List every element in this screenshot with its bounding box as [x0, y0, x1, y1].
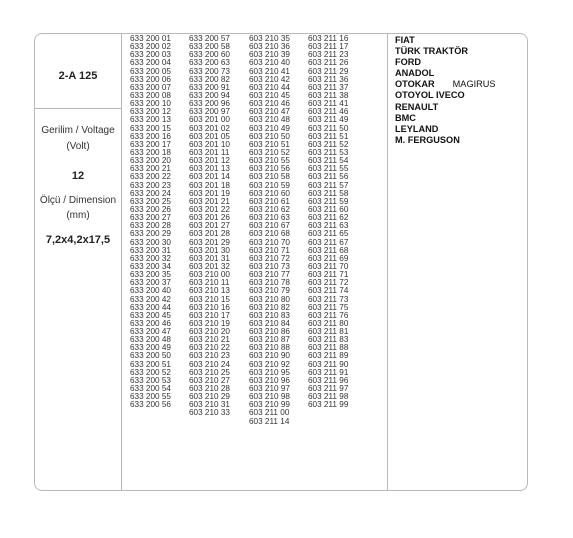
brand-name: OTOKAR [395, 79, 435, 90]
part-code: 603 211 46 [308, 107, 349, 117]
left-column-divider [121, 33, 122, 491]
part-code: 603 210 17 [189, 310, 230, 320]
part-code: 603 210 79 [249, 286, 290, 296]
part-code: 633 200 55 [130, 392, 171, 402]
part-code: 603 210 22 [189, 343, 230, 353]
part-code: 603 201 12 [189, 156, 230, 166]
part-code: 603 211 58 [308, 188, 349, 198]
part-code: 603 211 51 [308, 131, 349, 141]
part-code: 633 200 57 [189, 34, 230, 43]
part-code: 603 211 68 [308, 245, 349, 255]
part-code: 633 200 27 [130, 213, 171, 223]
part-code: 603 210 83 [249, 310, 290, 320]
part-code: 633 200 94 [189, 90, 230, 100]
part-code: 603 210 45 [249, 90, 290, 100]
part-code: 633 200 30 [130, 237, 171, 247]
part-code: 633 200 21 [130, 164, 171, 174]
part-code: 603 211 17 [308, 42, 349, 52]
voltage-value: 12 [71, 170, 85, 182]
brand-name: BMC [395, 112, 416, 123]
part-code: 633 200 97 [189, 107, 230, 117]
part-code: 603 211 69 [308, 253, 349, 263]
part-codes-column-1 [130, 35, 171, 409]
part-code: 603 210 42 [249, 74, 290, 84]
part-code: 603 211 53 [308, 147, 349, 157]
part-code: 603 201 14 [189, 172, 230, 182]
part-code: 633 200 17 [130, 139, 171, 149]
part-code: 603 211 89 [308, 351, 349, 361]
part-code: 603 201 13 [189, 164, 230, 174]
part-code: 603 210 56 [249, 164, 290, 174]
part-code: 603 210 40 [249, 58, 290, 68]
part-code: 603 211 14 [249, 416, 290, 426]
part-code: 603 211 88 [308, 343, 349, 353]
part-code: 603 211 90 [308, 359, 349, 369]
part-code: 603 211 60 [308, 204, 349, 214]
part-code: 633 200 51 [130, 359, 171, 369]
part-code: 633 200 03 [130, 50, 171, 60]
part-code: 633 200 82 [189, 74, 230, 84]
part-code: 603 201 00 [189, 115, 230, 125]
part-code: 603 210 62 [249, 204, 290, 214]
part-code: 603 210 35 [249, 34, 290, 43]
part-code: 603 211 52 [308, 139, 349, 149]
part-code: 633 200 07 [130, 82, 171, 92]
dimension-unit: (mm) [66, 210, 90, 221]
part-code: 603 201 11 [189, 147, 230, 157]
part-code: 633 200 24 [130, 188, 171, 198]
part-code: 603 210 63 [249, 213, 290, 223]
part-code: 603 210 31 [189, 400, 230, 410]
part-code: 603 211 16 [308, 34, 349, 43]
brand-name: OTOYOL IVECO [395, 90, 465, 101]
part-code: 603 201 32 [189, 261, 230, 271]
part-code: 603 210 44 [249, 82, 290, 92]
part-code: 603 210 50 [249, 131, 290, 141]
part-code: 603 211 56 [308, 172, 349, 182]
part-code: 633 200 44 [130, 302, 171, 312]
part-code: 603 210 86 [249, 327, 290, 337]
brand-name-secondary: MAGIRUS [452, 79, 496, 90]
brand-item [395, 68, 496, 79]
part-code: 603 210 23 [189, 351, 230, 361]
part-code: 603 210 49 [249, 123, 290, 133]
part-code: 633 200 96 [189, 99, 230, 109]
brand-item [395, 113, 496, 124]
part-code: 603 210 00 [189, 270, 230, 280]
part-code: 633 200 29 [130, 229, 171, 239]
brands-column-divider [387, 33, 388, 491]
part-codes-column-2 [189, 35, 230, 418]
part-code: 603 210 51 [249, 139, 290, 149]
part-code: 603 210 98 [249, 392, 290, 402]
part-code: 603 210 11 [189, 278, 230, 288]
part-code: 603 210 29 [189, 392, 230, 402]
part-code: 603 210 80 [249, 294, 290, 304]
part-code: 633 200 20 [130, 156, 171, 166]
part-code: 603 210 24 [189, 359, 230, 369]
part-code: 633 200 12 [130, 107, 171, 117]
part-code: 603 210 68 [249, 229, 290, 239]
brand-name: RENAULT [395, 101, 439, 112]
part-codes-column-3 [249, 35, 290, 426]
part-code: 603 211 76 [308, 310, 349, 320]
part-code: 603 210 67 [249, 221, 290, 231]
part-code: 603 210 55 [249, 156, 290, 166]
part-code: 633 200 10 [130, 99, 171, 109]
part-code: 603 211 26 [308, 58, 349, 68]
brand-name: ANADOL [395, 68, 435, 79]
part-code: 633 200 45 [130, 310, 171, 320]
part-code: 603 201 27 [189, 221, 230, 231]
part-code: 603 210 13 [189, 286, 230, 296]
part-code: 603 211 41 [308, 99, 349, 109]
part-code: 603 210 82 [249, 302, 290, 312]
part-code: 603 211 81 [308, 327, 349, 337]
part-code: 633 200 53 [130, 375, 171, 385]
part-code: 603 211 37 [308, 82, 349, 92]
brand-name: TÜRK TRAKTÖR [395, 46, 468, 57]
part-code: 603 210 96 [249, 375, 290, 385]
brand-item [395, 102, 496, 113]
part-code: 603 210 97 [249, 384, 290, 394]
part-code: 603 210 70 [249, 237, 290, 247]
voltage-unit: (Volt) [66, 141, 90, 152]
part-code: 603 210 78 [249, 278, 290, 288]
part-code: 603 211 54 [308, 156, 349, 166]
part-code: 603 211 57 [308, 180, 349, 190]
brand-item [395, 135, 496, 146]
part-code: 603 211 49 [308, 115, 349, 125]
part-code: 633 200 15 [130, 123, 171, 133]
brand-name: LEYLAND [395, 123, 439, 134]
part-number: 2-A 125 [58, 70, 98, 82]
part-code: 603 201 02 [189, 123, 230, 133]
brand-item [395, 79, 496, 90]
part-code: 633 200 05 [130, 66, 171, 76]
part-code: 633 200 91 [189, 82, 230, 92]
part-code: 633 200 47 [130, 327, 171, 337]
part-code: 633 200 54 [130, 384, 171, 394]
spec-panel [35, 33, 121, 491]
vehicle-brands-list [395, 35, 496, 146]
part-code: 603 210 16 [189, 302, 230, 312]
part-code: 603 211 00 [249, 408, 290, 418]
part-code: 603 210 25 [189, 367, 230, 377]
part-code: 603 210 99 [249, 400, 290, 410]
part-code: 633 200 49 [130, 343, 171, 353]
part-code: 603 211 55 [308, 164, 349, 174]
spec-separator [35, 108, 121, 109]
part-code: 603 201 05 [189, 131, 230, 141]
part-code: 603 210 19 [189, 318, 230, 328]
part-code: 603 211 83 [308, 335, 349, 345]
part-code: 633 200 25 [130, 196, 171, 206]
part-code: 603 210 33 [189, 408, 230, 418]
part-code: 633 200 01 [130, 34, 171, 43]
part-code: 603 210 47 [249, 107, 290, 117]
part-code: 603 211 97 [308, 384, 349, 394]
part-code: 603 210 39 [249, 50, 290, 60]
part-code: 603 211 96 [308, 375, 349, 385]
part-code: 603 211 99 [308, 400, 349, 410]
part-code: 603 201 26 [189, 213, 230, 223]
part-code: 633 200 13 [130, 115, 171, 125]
part-code: 603 210 60 [249, 188, 290, 198]
part-code: 603 210 46 [249, 99, 290, 109]
brand-name: FIAT [395, 35, 415, 45]
part-code: 603 211 50 [308, 123, 349, 133]
part-code: 603 210 28 [189, 384, 230, 394]
part-code: 603 201 29 [189, 237, 230, 247]
part-code: 633 200 73 [189, 66, 230, 76]
part-code: 633 200 48 [130, 335, 171, 345]
part-code: 633 200 35 [130, 270, 171, 280]
part-code: 633 200 32 [130, 253, 171, 263]
part-code: 603 210 88 [249, 343, 290, 353]
part-code: 603 210 73 [249, 261, 290, 271]
part-code: 603 211 72 [308, 278, 349, 288]
part-code: 633 200 60 [189, 50, 230, 60]
part-code: 603 210 77 [249, 270, 290, 280]
part-code: 633 200 18 [130, 147, 171, 157]
part-code: 603 210 52 [249, 147, 290, 157]
part-code: 603 211 36 [308, 74, 349, 84]
voltage-label: Gerilim / Voltage [41, 125, 115, 136]
part-code: 603 210 90 [249, 351, 290, 361]
part-code: 633 200 52 [130, 367, 171, 377]
part-code: 603 211 71 [308, 270, 349, 280]
part-code: 633 200 50 [130, 351, 171, 361]
part-code: 633 200 28 [130, 221, 171, 231]
part-code: 603 210 84 [249, 318, 290, 328]
part-code: 603 211 91 [308, 367, 349, 377]
brand-item [395, 57, 496, 68]
part-code: 633 200 63 [189, 58, 230, 68]
part-code: 603 210 58 [249, 172, 290, 182]
part-code: 603 201 21 [189, 196, 230, 206]
part-code: 633 200 37 [130, 278, 171, 288]
part-codes-column-4 [308, 35, 348, 409]
part-code: 603 210 41 [249, 66, 290, 76]
part-code: 603 210 92 [249, 359, 290, 369]
part-code: 633 200 42 [130, 294, 171, 304]
part-code: 603 211 75 [308, 302, 349, 312]
part-code: 603 211 70 [308, 261, 349, 271]
part-code: 603 201 10 [189, 139, 230, 149]
part-code: 603 201 22 [189, 204, 230, 214]
part-code: 633 200 56 [130, 400, 171, 410]
part-code: 603 201 30 [189, 245, 230, 255]
part-code: 603 210 95 [249, 367, 290, 377]
part-code: 603 211 74 [308, 286, 349, 296]
part-code: 633 200 34 [130, 261, 171, 271]
part-code: 603 211 59 [308, 196, 349, 206]
brand-item [395, 46, 496, 57]
part-code: 603 201 28 [189, 229, 230, 239]
brand-name: M. FERGUSON [395, 134, 460, 145]
brand-item [395, 35, 496, 46]
part-code: 603 211 80 [308, 318, 349, 328]
part-code: 603 210 87 [249, 335, 290, 345]
part-code: 633 200 22 [130, 172, 171, 182]
part-code: 603 211 29 [308, 66, 349, 76]
part-code: 603 211 38 [308, 90, 349, 100]
part-code: 633 200 08 [130, 90, 171, 100]
part-code: 603 210 21 [189, 335, 230, 345]
part-code: 603 210 36 [249, 42, 290, 52]
part-code: 603 210 59 [249, 180, 290, 190]
brand-item [395, 124, 496, 135]
part-code: 633 200 04 [130, 58, 171, 68]
part-code: 603 211 65 [308, 229, 349, 239]
part-code: 633 200 23 [130, 180, 171, 190]
brand-item [395, 90, 496, 101]
part-code: 603 211 73 [308, 294, 349, 304]
part-code: 633 200 46 [130, 318, 171, 328]
part-code: 633 200 40 [130, 286, 171, 296]
part-code: 633 200 06 [130, 74, 171, 84]
part-code: 633 200 58 [189, 42, 230, 52]
part-code: 633 200 26 [130, 204, 171, 214]
part-code: 633 200 31 [130, 245, 171, 255]
part-code: 603 210 15 [189, 294, 230, 304]
part-code: 603 210 61 [249, 196, 290, 206]
part-code: 603 201 19 [189, 188, 230, 198]
part-code: 603 211 67 [308, 237, 349, 247]
part-code: 603 210 20 [189, 327, 230, 337]
part-code: 603 210 48 [249, 115, 290, 125]
brand-name: FORD [395, 57, 422, 68]
part-code: 603 210 71 [249, 245, 290, 255]
part-code: 603 210 72 [249, 253, 290, 263]
part-code: 603 211 98 [308, 392, 349, 402]
part-code: 633 200 02 [130, 42, 171, 52]
part-code: 603 211 62 [308, 213, 349, 223]
dimension-label: Ölçü / Dimension [39, 195, 117, 206]
part-code: 603 201 31 [189, 253, 230, 263]
part-code: 633 200 16 [130, 131, 171, 141]
part-code: 603 201 18 [189, 180, 230, 190]
part-code: 603 211 23 [308, 50, 349, 60]
part-code: 603 211 63 [308, 221, 349, 231]
dimension-value: 7,2x4,2x17,5 [45, 234, 111, 246]
part-code: 603 210 27 [189, 375, 230, 385]
